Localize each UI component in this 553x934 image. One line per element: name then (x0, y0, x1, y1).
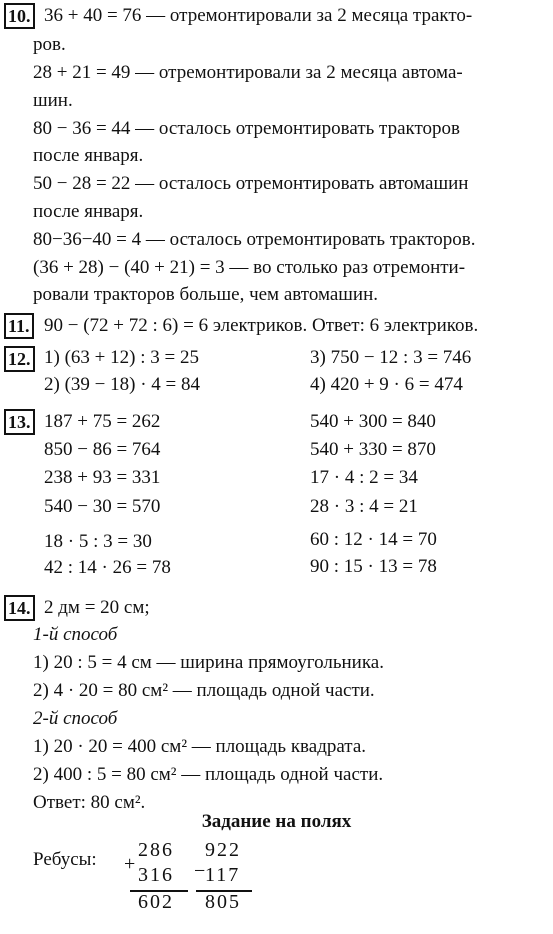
task-10-line-3: 28 + 21 = 49 — отремонтировали за 2 месяца автома- (33, 62, 463, 83)
task-10-line-8: после января. (33, 201, 144, 222)
task-13-right-5: 60 : 12 · 14 = 70 (310, 529, 437, 550)
task-12-item-1: 1) (63 + 12) : 3 = 25 (44, 347, 199, 368)
task-14-line-2: 1) 20 : 5 = 4 см — ширина прямоугольника. (33, 652, 384, 673)
task-10-line-7: 50 − 28 = 22 — осталось отремонтировать автомашин (33, 173, 469, 194)
task-10-line-9: 80−36−40 = 4 — осталось отремонтировать тракторов. (33, 229, 476, 250)
task-14-answer: Ответ: 80 см². (33, 792, 146, 813)
rebus-1-sign: + (124, 853, 136, 875)
task-13-left-4: 540 − 30 = 570 (44, 496, 161, 517)
task-12-number: 12. (4, 346, 35, 372)
task-13-left-6: 42 : 14 · 26 = 78 (44, 557, 171, 578)
task-10-line-4: шин. (33, 90, 73, 111)
task-10-line-11: ровали тракторов больше, чем автомашин. (33, 284, 378, 305)
task-11-line-1: 90 − (72 + 72 : 6) = 6 электриков. Ответ: 6 электриков. (44, 315, 479, 336)
task-13-number: 13. (4, 409, 35, 435)
rebus-2-sign: − (194, 860, 206, 882)
task-13-right-1: 540 + 300 = 840 (310, 411, 436, 432)
task-14-method-1: 1-й способ (33, 624, 118, 645)
task-10-line-1: 36 + 40 = 76 — отремонтировали за 2 месяца тракто- (44, 5, 473, 26)
task-14-line-5: 2) 400 : 5 = 80 см² — площадь одной части. (33, 764, 384, 785)
task-13-right-4: 28 · 3 : 4 = 21 (310, 496, 418, 517)
task-10-number: 10. (4, 3, 35, 29)
task-10-line-2: ров. (33, 34, 66, 55)
task-12-item-2: 2) (39 − 18) · 4 = 84 (44, 374, 200, 395)
task-14-number: 14. (4, 595, 35, 621)
rebus-label: Ребусы: (33, 849, 97, 870)
task-13-right-6: 90 : 15 · 13 = 78 (310, 556, 437, 577)
task-12-item-3: 3) 750 − 12 : 3 = 746 (310, 347, 472, 368)
rebus-2-result: 805 (205, 891, 241, 913)
task-10-line-5: 80 − 36 = 44 — осталось отремонтировать тракторов (33, 118, 461, 139)
task-10-line-6: после января. (33, 145, 144, 166)
task-13-left-3: 238 + 93 = 331 (44, 467, 161, 488)
rebus-1-top: 286 (138, 839, 174, 861)
task-11-number: 11. (4, 313, 34, 339)
task-14-line-1: 2 дм = 20 см; (44, 597, 150, 618)
task-13-right-3: 17 · 4 : 2 = 34 (310, 467, 418, 488)
rebus-1-bottom: 316 (138, 864, 174, 886)
rebus-2-top: 922 (205, 839, 241, 861)
task-13-left-1: 187 + 75 = 262 (44, 411, 161, 432)
task-14-method-2: 2-й способ (33, 708, 118, 729)
rebus-1-result: 602 (138, 891, 174, 913)
task-12-item-4: 4) 420 + 9 · 6 = 474 (310, 374, 463, 395)
task-14-line-3: 2) 4 · 20 = 80 см² — площадь одной части. (33, 680, 375, 701)
task-10-line-10: (36 + 28) − (40 + 21) = 3 — во столько раз отремонти- (33, 257, 466, 278)
margin-task-title: Задание на полях (201, 811, 352, 832)
task-14-line-4: 1) 20 · 20 = 400 см² — площадь квадрата. (33, 736, 367, 757)
task-13-left-5: 18 · 5 : 3 = 30 (44, 531, 152, 552)
task-13-left-2: 850 − 86 = 764 (44, 439, 161, 460)
rebus-2-bottom: 117 (205, 864, 241, 886)
task-13-right-2: 540 + 330 = 870 (310, 439, 436, 460)
